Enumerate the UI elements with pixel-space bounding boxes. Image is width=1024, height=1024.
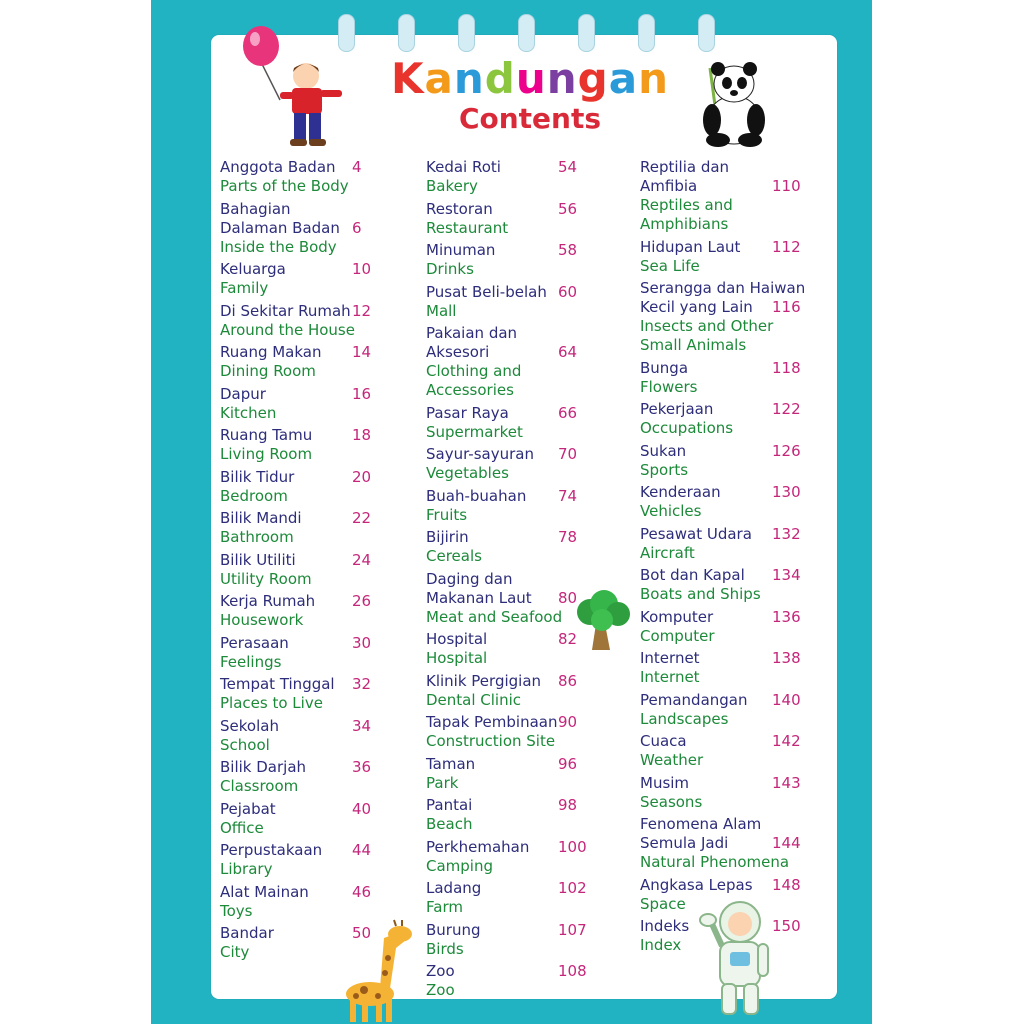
entry-title-english: Insects and Other — [640, 317, 774, 335]
page-header — [380, 55, 680, 139]
contents-entry — [426, 671, 578, 710]
entry-title-english: Index — [640, 936, 682, 954]
tree-illustration — [574, 590, 632, 652]
entry-title-english: Clothing and — [426, 362, 522, 380]
entry-title-english: Around the House — [220, 320, 355, 339]
entry-title-malay: Bilik Utiliti — [220, 550, 296, 569]
contents-entry — [220, 260, 372, 298]
entry-title-malay: Pesawat Udara — [640, 524, 752, 543]
entry-title-malay: Aksesori — [426, 343, 490, 361]
entry-title-malay: Ruang Makan — [220, 343, 322, 361]
entry-title-malay: Tapak Pembinaan — [426, 713, 558, 731]
entry-title-english: Landscapes — [640, 709, 729, 728]
entry-title-malay: Zoo — [426, 962, 455, 980]
entry-title-english: Parts of the Body — [220, 177, 349, 195]
page-number: 142 — [772, 732, 801, 750]
entry-title-malay: Kerja Rumah — [220, 592, 316, 610]
entry-title-english: Dining Room — [220, 362, 316, 380]
entry-title-malay: Taman — [426, 754, 476, 773]
entry-title-malay: Keluarga — [220, 260, 286, 278]
entry-title-malay: Serangga dan Haiwan — [640, 279, 806, 297]
page-number: 18 — [352, 426, 372, 444]
entry-title-malay: Hospital — [426, 630, 488, 648]
entry-title-malay: Fenomena Alam — [640, 815, 762, 833]
page-number: 30 — [352, 633, 372, 652]
binder-ring — [398, 14, 415, 52]
page-number: 98 — [558, 796, 578, 814]
entry-title-english: Bathroom — [220, 528, 294, 546]
entry-title-malay: Perasaan — [220, 633, 289, 652]
giraffe-illustration — [340, 918, 426, 1024]
entry-title-malay: Pakaian dan — [426, 324, 518, 342]
entry-title-malay: Bilik Mandi — [220, 509, 302, 527]
entry-title-malay: Pusat Beli-belah — [426, 282, 547, 301]
page-number: 24 — [352, 550, 372, 569]
entry-title-malay: Kedai Roti — [426, 158, 501, 176]
page-number: 34 — [352, 716, 372, 735]
entry-title-english: Supermarket — [426, 422, 523, 441]
entry-title-english: Vehicles — [640, 502, 702, 520]
contents-entry — [220, 592, 372, 630]
contents-entry — [426, 630, 578, 668]
entry-title-malay: Cuaca — [640, 732, 687, 750]
entry-title-english: Flowers — [640, 377, 698, 396]
contents-entry — [220, 384, 372, 423]
entry-title-malay: Perpustakaan — [220, 841, 323, 859]
contents-entry — [426, 199, 578, 238]
entry-title-malay: Anggota Badan — [220, 158, 336, 176]
entry-title-english: Space — [640, 894, 686, 913]
entry-title-english: Dental Clinic — [426, 690, 522, 709]
page-number: 100 — [558, 837, 587, 856]
entry-title-english: Drinks — [426, 260, 474, 278]
entry-title-malay: Bilik Darjah — [220, 758, 307, 776]
entry-title-malay: Bijirin — [426, 528, 469, 546]
contents-entry — [640, 690, 801, 729]
contents-entry — [220, 924, 372, 962]
contents-entry — [640, 566, 801, 604]
contents-entry — [220, 841, 372, 879]
entry-title-english: Bedroom — [220, 486, 288, 505]
page-number: 10 — [352, 260, 372, 278]
contents-entry — [640, 649, 801, 687]
contents-entry — [220, 550, 372, 589]
page-number: 82 — [558, 630, 578, 648]
entry-title-malay: Musim — [640, 773, 690, 792]
entry-title-english: Reptiles and — [640, 196, 733, 214]
page-number: 78 — [558, 528, 578, 546]
entry-title-english: Housework — [220, 611, 304, 629]
title-letter: u — [515, 54, 547, 103]
entry-title-malay: Semula Jadi — [640, 834, 729, 852]
entry-title-english: City — [220, 943, 250, 961]
entry-title-english: Aircraft — [640, 543, 695, 562]
entry-title-english: Beach — [426, 815, 473, 833]
entry-title-malay: Sekolah — [220, 716, 279, 735]
entry-title-english: Vegetables — [426, 464, 509, 482]
contents-entry — [220, 633, 372, 672]
page-number: 90 — [558, 713, 578, 731]
contents-entry — [426, 569, 578, 627]
entry-title-malay: Internet — [640, 649, 700, 667]
page-number: 130 — [772, 483, 801, 501]
entry-title-malay: Restoran — [426, 199, 493, 218]
contents-entry — [426, 241, 578, 279]
title-letter: g — [577, 54, 609, 103]
entry-title-english: Small Animals — [640, 336, 747, 354]
entry-title-malay: Daging dan — [426, 569, 513, 588]
entry-title-english: Feelings — [220, 652, 282, 671]
binder-ring — [698, 14, 715, 52]
contents-entry — [220, 799, 372, 838]
contents-entry — [220, 343, 372, 381]
contents-entry — [426, 713, 578, 751]
page-number: 46 — [352, 882, 372, 901]
entry-title-malay: Sayur-sayuran — [426, 445, 534, 463]
page-number: 144 — [772, 834, 801, 852]
entry-title-english: Hospital — [426, 649, 488, 667]
page-number: 58 — [558, 241, 578, 259]
page-number: 32 — [352, 675, 372, 693]
page-number: 107 — [558, 920, 587, 939]
entry-title-malay: Hidupan Laut — [640, 237, 741, 256]
page-number: 86 — [558, 671, 578, 690]
entry-title-english: Places to Live — [220, 694, 323, 712]
entry-title-malay: Komputer — [640, 607, 714, 626]
entry-title-english: Library — [220, 860, 273, 878]
entry-title-malay: Pasar Raya — [426, 403, 509, 422]
entry-title-malay: Amfibia — [640, 177, 698, 195]
contents-entry — [426, 445, 578, 483]
entry-title-english: Inside the Body — [220, 237, 337, 256]
contents-entry — [640, 279, 805, 355]
entry-title-malay: Di Sekitar Rumah — [220, 301, 351, 320]
page-number: 143 — [772, 773, 801, 792]
entry-title-english: Cereals — [426, 547, 482, 565]
title-letter: n — [546, 54, 578, 103]
title-letter: n — [453, 54, 485, 103]
contents-entry — [220, 675, 372, 713]
entry-title-english: Accessories — [426, 381, 514, 399]
title-letter: n — [638, 54, 669, 103]
page-number: 116 — [772, 298, 801, 316]
page-number: 134 — [772, 566, 801, 584]
page-number: 56 — [558, 199, 578, 218]
entry-title-malay: Sukan — [640, 441, 687, 460]
contents-entry — [220, 716, 372, 755]
title-letter: K — [390, 54, 425, 103]
title-letter: a — [424, 54, 454, 103]
contents-entry — [640, 607, 801, 646]
entry-title-malay: Ruang Tamu — [220, 426, 313, 444]
contents-entry — [426, 528, 578, 566]
entry-title-english: Park — [426, 773, 459, 792]
page-number: 50 — [352, 924, 372, 942]
page-number: 110 — [772, 177, 801, 195]
contents-entry — [426, 754, 578, 793]
entry-title-english: Computer — [640, 626, 715, 645]
binder-ring — [518, 14, 535, 52]
contents-entry — [640, 483, 801, 521]
panda-illustration — [690, 58, 770, 148]
entry-title-english: Occupations — [640, 419, 734, 437]
entry-title-english: Classroom — [220, 777, 299, 795]
binder-ring — [458, 14, 475, 52]
page-number: 80 — [558, 588, 578, 607]
entry-title-malay: Bilik Tidur — [220, 467, 295, 486]
page-number: 102 — [558, 879, 587, 897]
entry-title-malay: Burung — [426, 920, 481, 939]
page-number: 148 — [772, 875, 801, 894]
page-subtitle: Contents — [458, 102, 602, 135]
contents-entry — [220, 758, 372, 796]
page-number: 4 — [352, 158, 362, 176]
entry-title-malay: Bunga — [640, 358, 689, 377]
contents-entry — [426, 962, 587, 1000]
page-number: 150 — [772, 917, 801, 935]
contents-entry — [640, 732, 801, 770]
entry-title-english: Seasons — [640, 792, 703, 811]
entry-title-english: Amphibians — [640, 215, 729, 233]
page-number: 132 — [772, 524, 801, 543]
entry-title-english: Boats and Ships — [640, 585, 761, 603]
contents-entry — [426, 324, 578, 400]
page-number: 122 — [772, 400, 801, 418]
entry-title-malay: Ladang — [426, 879, 482, 897]
astronaut-illustration — [696, 898, 780, 1024]
contents-entry — [640, 441, 801, 480]
page-number: 36 — [352, 758, 372, 776]
entry-title-malay: Pemandangan — [640, 690, 748, 709]
entry-title-english: Office — [220, 818, 264, 837]
entry-title-malay: Kenderaan — [640, 483, 721, 501]
contents-entry — [640, 815, 801, 872]
page-number: 118 — [772, 358, 801, 377]
page-number: 6 — [352, 218, 362, 237]
entry-title-malay: Minuman — [426, 241, 496, 259]
page-number: 16 — [352, 384, 372, 403]
page-number: 54 — [558, 158, 578, 176]
contents-entry — [426, 403, 578, 442]
entry-title-english: Birds — [426, 939, 464, 958]
entry-title-malay: Angkasa Lepas — [640, 875, 753, 894]
contents-entry — [640, 358, 801, 397]
entry-title-malay: Pekerjaan — [640, 400, 714, 418]
contents-entry — [426, 158, 578, 196]
entry-title-english: Utility Room — [220, 569, 312, 588]
page-number: 96 — [558, 754, 578, 773]
entry-title-english: Restaurant — [426, 218, 509, 237]
binder-ring — [578, 14, 595, 52]
contents-entry — [220, 426, 372, 464]
entry-title-malay: Reptilia dan — [640, 158, 730, 176]
contents-entry — [640, 237, 801, 276]
page-number: 40 — [352, 799, 372, 818]
page-number: 44 — [352, 841, 372, 859]
entry-title-malay: Pejabat — [220, 799, 276, 818]
entry-title-english: Family — [220, 279, 269, 297]
page-number: 14 — [352, 343, 372, 361]
page-number: 66 — [558, 403, 578, 422]
contents-entry — [220, 301, 372, 340]
page-number: 12 — [352, 301, 372, 320]
contents-entry — [640, 158, 801, 234]
contents-entry — [640, 524, 801, 563]
entry-title-english: Mall — [426, 301, 457, 320]
contents-entry — [220, 158, 362, 196]
entry-title-english: Fruits — [426, 505, 468, 524]
page-number: 112 — [772, 237, 801, 256]
page-number: 26 — [352, 592, 372, 610]
entry-title-english: School — [220, 735, 270, 754]
page-number: 60 — [558, 282, 578, 301]
contents-entry — [640, 917, 801, 955]
entry-title-malay: Makanan Laut — [426, 588, 532, 607]
page-number: 108 — [558, 962, 587, 980]
binder-ring — [638, 14, 655, 52]
entry-title-malay: Klinik Pergigian — [426, 671, 542, 690]
entry-title-english: Sports — [640, 460, 689, 479]
boy-with-balloon-illustration — [238, 24, 368, 154]
entry-title-english: Camping — [426, 856, 493, 875]
page-number: 140 — [772, 690, 801, 709]
entry-title-malay: Pantai — [426, 796, 473, 814]
entry-title-english: Sea Life — [640, 256, 700, 275]
contents-entry — [220, 509, 372, 547]
contents-entry — [640, 400, 801, 438]
contents-entry — [220, 467, 372, 506]
entry-title-english: Construction Site — [426, 732, 556, 750]
entry-title-malay: Kecil yang Lain — [640, 298, 753, 316]
entry-title-malay: Tempat Tinggal — [220, 675, 335, 693]
contents-entry — [426, 486, 578, 525]
contents-entry — [426, 796, 578, 834]
contents-entry — [640, 773, 801, 812]
entry-title-english: Zoo — [426, 981, 455, 999]
entry-title-malay: Indeks — [640, 917, 690, 935]
page-number: 20 — [352, 467, 372, 486]
entry-title-malay: Perkhemahan — [426, 837, 530, 856]
entry-title-english: Natural Phenomena — [640, 853, 790, 871]
contents-entry — [426, 837, 587, 876]
page-number: 74 — [558, 486, 578, 505]
entry-title-english: Living Room — [220, 445, 313, 463]
page-number: 70 — [558, 445, 578, 463]
entry-title-malay: Bandar — [220, 924, 274, 942]
entry-title-malay: Bahagian — [220, 199, 291, 218]
page-number: 138 — [772, 649, 801, 667]
entry-title-english: Bakery — [426, 177, 478, 195]
entry-title-malay: Buah-buahan — [426, 486, 527, 505]
entry-title-english: Farm — [426, 898, 463, 916]
entry-title-malay: Dalaman Badan — [220, 218, 340, 237]
title-letter: d — [484, 54, 516, 103]
contents-entry — [426, 282, 578, 321]
entry-title-english: Weather — [640, 751, 704, 769]
entry-title-malay: Alat Mainan — [220, 882, 309, 901]
page-number: 64 — [558, 343, 578, 361]
entry-title-malay: Bot dan Kapal — [640, 566, 745, 584]
title-letter: a — [608, 54, 639, 103]
contents-entry — [220, 882, 372, 921]
page-number: 136 — [772, 607, 801, 626]
entry-title-english: Internet — [640, 668, 700, 686]
entry-title-english: Toys — [220, 901, 253, 920]
contents-entry — [426, 920, 587, 959]
page-number: 22 — [352, 509, 372, 527]
page-number: 126 — [772, 441, 801, 460]
contents-entry — [220, 199, 362, 257]
page-title — [380, 55, 680, 103]
entry-title-english: Meat and Seafood — [426, 607, 563, 626]
entry-title-english: Kitchen — [220, 403, 277, 422]
contents-entry — [426, 879, 587, 917]
entry-title-malay: Dapur — [220, 384, 266, 403]
